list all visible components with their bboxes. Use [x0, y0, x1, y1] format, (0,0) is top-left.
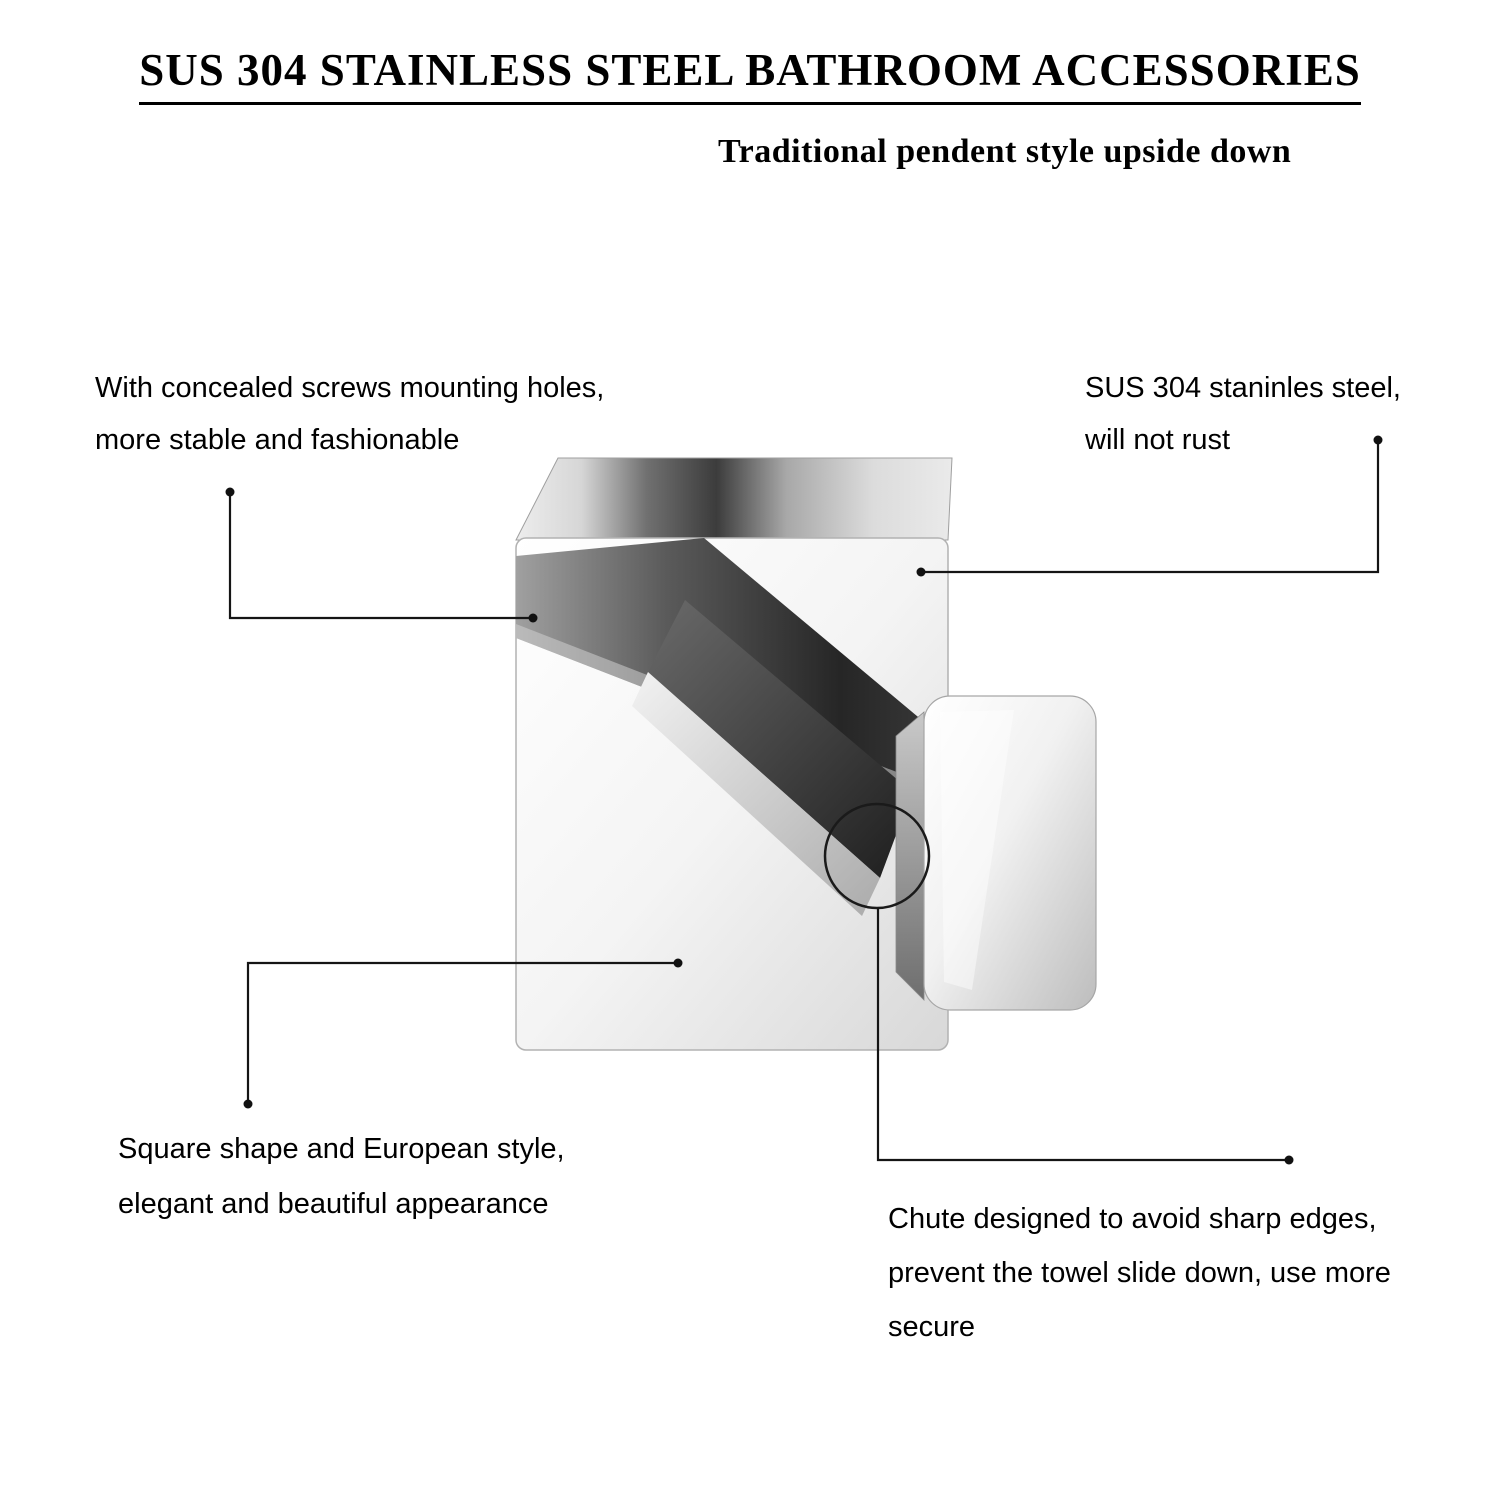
knob-side-face — [896, 712, 924, 1000]
leader-dot — [226, 488, 235, 497]
page-subtitle: Traditional pendent style upside down — [718, 133, 1292, 170]
leader-dot — [1374, 436, 1383, 445]
leader-dot — [244, 1100, 253, 1109]
leader-dot — [674, 959, 683, 968]
leader-dot — [529, 614, 538, 623]
leader-dot — [1285, 1156, 1294, 1165]
callout-line: prevent the towel slide down, use more — [888, 1257, 1391, 1289]
callout-line: SUS 304 staninles steel, — [1085, 372, 1401, 404]
plate-top-face — [516, 458, 952, 540]
leader-line-top-left — [230, 492, 533, 618]
callout-line: Chute designed to avoid sharp edges, — [888, 1203, 1377, 1235]
callout-line: elegant and beautiful appearance — [118, 1188, 549, 1220]
callout-line: more stable and fashionable — [95, 424, 460, 456]
callout-line: With concealed screws mounting holes, — [95, 372, 605, 404]
callout-line: will not rust — [1085, 424, 1231, 456]
callout-line: Square shape and European style, — [118, 1133, 565, 1165]
leader-dot — [917, 568, 926, 577]
callout-line: secure — [888, 1311, 976, 1343]
page-title-text: SUS 304 STAINLESS STEEL BATHROOM ACCESSORIES — [139, 45, 1361, 105]
leader-line-top-right — [921, 440, 1378, 572]
